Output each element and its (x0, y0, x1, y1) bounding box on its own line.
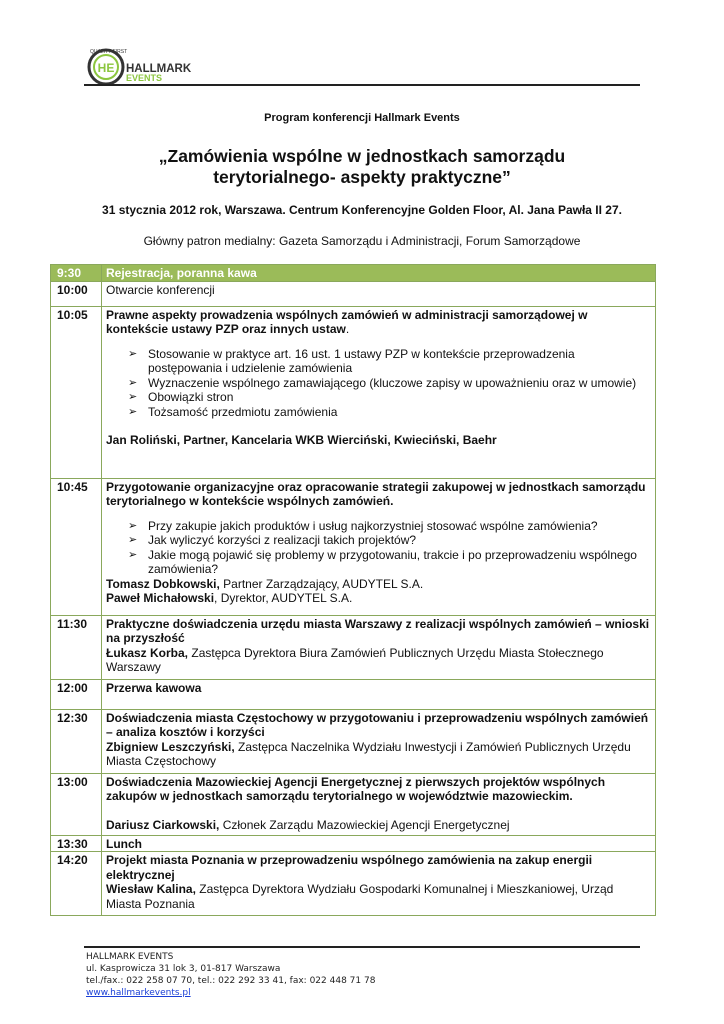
footer-rule (84, 946, 640, 948)
arrow-bullet-icon: ➢ (128, 534, 138, 546)
logo-tagline: QUALITY FIRST (90, 49, 128, 55)
page-title: „Zamówienia wspólne w jednostkach samorządu terytorialnego- aspekty praktyczne” (158, 146, 566, 187)
arrow-bullet-icon: ➢ (128, 405, 138, 418)
speaker-name: Zbigniew Leszczyński, (106, 739, 235, 754)
table-row (51, 835, 656, 852)
speaker-role: Członek Zarządu Mazowieckiej Agencji Energetycznej (219, 817, 510, 832)
agenda-time: 12:00 (51, 679, 102, 709)
agenda-item-title: Doświadczenia Mazowieckiej Agencji Energetycznej z pierwszych projektów wspólnych zakupów w jednostkach samorządu terytorialnego w województwie mazowieckim. (106, 774, 606, 803)
speaker-role: Zastępca Dyrektora Biura Zamówień Publicznych Urzędu Miasta Stołecznego Warszawy (106, 645, 604, 674)
logo-name-line2: EVENTS (126, 73, 163, 83)
speaker-name: Tomasz Dobkowski, (106, 576, 220, 591)
agenda-item (102, 478, 656, 615)
agenda-time: 10:45 (51, 478, 102, 615)
speaker-role: , Dyrektor, AUDYTEL S.A. (214, 591, 353, 605)
table-row (51, 773, 656, 835)
arrow-bullet-icon: ➢ (128, 391, 138, 403)
agenda-time: 13:30 (51, 835, 102, 852)
footer (86, 951, 375, 999)
agenda-item-title: Rejestracja, poranna kawa (102, 265, 656, 282)
agenda-item-title: Lunch (102, 835, 656, 852)
table-row (51, 306, 656, 478)
media-patron: Główny patron medialny: Gazeta Samorządu i Administracji, Forum Samorządowe (143, 234, 581, 248)
logo-name-line1: HALLMARK (126, 63, 192, 75)
agenda-time: 10:05 (51, 306, 102, 478)
agenda-item-title: Doświadczenia miasta Częstochowy w przygotowaniu i przeprowadzeniu wspólnych zamówień – analiza kosztów i korzyści (106, 710, 649, 739)
arrow-bullet-icon: ➢ (128, 376, 138, 389)
logo-monogram: HE (97, 61, 115, 75)
agenda-item-title-end: . (345, 322, 350, 336)
agenda-time: 10:00 (51, 281, 102, 306)
topic-list (106, 519, 651, 577)
list-item: ➢ Tożsamość przedmiotu zamówienia (128, 404, 338, 419)
footer-address: ul. Kasprowicza 31 lok 3, 01-817 Warszawa (86, 964, 281, 974)
agenda-time: 11:30 (51, 615, 102, 679)
agenda-item-title: Prawne aspekty prowadzenia wspólnych zamówień w administracji samorządowej w kontekście ustawy PZP oraz innych ustaw (106, 307, 588, 336)
speaker-role: Partner Zarządzający, AUDYTEL S.A. (219, 576, 424, 591)
speaker: Jan Roliński, Partner, Kancelaria WKB Wierciński, Kwieciński, Baehr (106, 433, 497, 447)
speaker-name: Paweł Michałowski (106, 591, 215, 605)
agenda-item (102, 306, 656, 478)
arrow-bullet-icon: ➢ (128, 347, 138, 360)
hallmark-events-logo (84, 44, 204, 88)
agenda-item (102, 709, 656, 773)
header-rule (84, 84, 640, 86)
table-row (51, 709, 656, 773)
list-item: ➢ Obowiązki stron (128, 390, 234, 404)
footer-phones: tel./fax.: 022 258 07 70, tel.: 022 292 33 41, fax: 022 448 71 78 (86, 976, 376, 986)
pre-title: Program konferencji Hallmark Events (264, 112, 460, 124)
agenda-item-title: Projekt miasta Poznania w przeprowadzeniu wspólnego zamówienia na zakup energii elektrycznej (106, 853, 593, 882)
list-item: ➢ Jak wyliczyć korzyści z realizacji takich projektów? (128, 533, 417, 547)
agenda-item-title: Przygotowanie organizacyjne oraz opracowanie strategii zakupowej w jednostkach samorządu terytorialnego w kontekście wspólnych zamówień. (106, 479, 646, 508)
agenda-item (102, 852, 656, 916)
footer-website-link[interactable]: www.hallmarkevents.pl (86, 988, 191, 998)
speaker-role: Zastępca Dyrektora Wydziału Gospodarki Komunalnej i Mieszkaniowej, Urząd Miasta Poznania (106, 882, 614, 911)
speaker-name: Dariusz Ciarkowski, (106, 817, 220, 832)
table-row (51, 281, 656, 306)
agenda-time: 12:30 (51, 709, 102, 773)
agenda-time: 14:20 (51, 852, 102, 916)
table-row (51, 478, 656, 615)
agenda-item (102, 615, 656, 679)
speaker-role: Zastępca Naczelnika Wydziału Inwestycji i Zamówień Publicznych Urzędu Miasta Częstochowy (106, 739, 631, 768)
table-row (51, 265, 656, 282)
date-location: 31 stycznia 2012 rok, Warszawa. Centrum Konferencyjne Golden Floor, Al. Jana Pawła II 27. (102, 203, 622, 217)
list-item: ➢ Wyznaczenie wspólnego zamawiającego (kluczowe zapisy w upoważnieniu oraz w umowie) (128, 375, 637, 390)
speaker-name: Łukasz Korba, (106, 645, 189, 660)
agenda-table (50, 264, 656, 916)
topic-list (106, 347, 651, 420)
agenda-item-title: Otwarcie konferencji (102, 281, 656, 306)
agenda-item-title: Praktyczne doświadczenia urzędu miasta Warszawy z realizacji wspólnych zamówień – wnioski na przyszłość (106, 616, 650, 645)
agenda-time: 9:30 (51, 265, 102, 282)
list-item: ➢ Jakie mogą pojawić się problemy w przygotowaniu, trakcie i po przeprowadzeniu wspólnego zamówienia? (128, 547, 637, 576)
agenda-item-title: Przerwa kawowa (102, 679, 656, 709)
list-item: ➢ Przy zakupie jakich produktów i usług najkorzystniej stosować wspólne zamówienia? (128, 518, 598, 533)
agenda-time: 13:00 (51, 773, 102, 835)
table-row (51, 852, 656, 916)
arrow-bullet-icon: ➢ (128, 548, 138, 561)
speaker-name: Wiesław Kalina, (106, 882, 196, 896)
agenda-item (102, 773, 656, 835)
table-row (51, 615, 656, 679)
list-item: ➢ Stosowanie w praktyce art. 16 ust. 1 ustawy PZP w kontekście przeprowadzenia postępowania i udzielenie zamówienia (128, 346, 575, 375)
arrow-bullet-icon: ➢ (128, 519, 138, 532)
footer-company: HALLMARK EVENTS (86, 952, 174, 962)
table-row (51, 679, 656, 709)
